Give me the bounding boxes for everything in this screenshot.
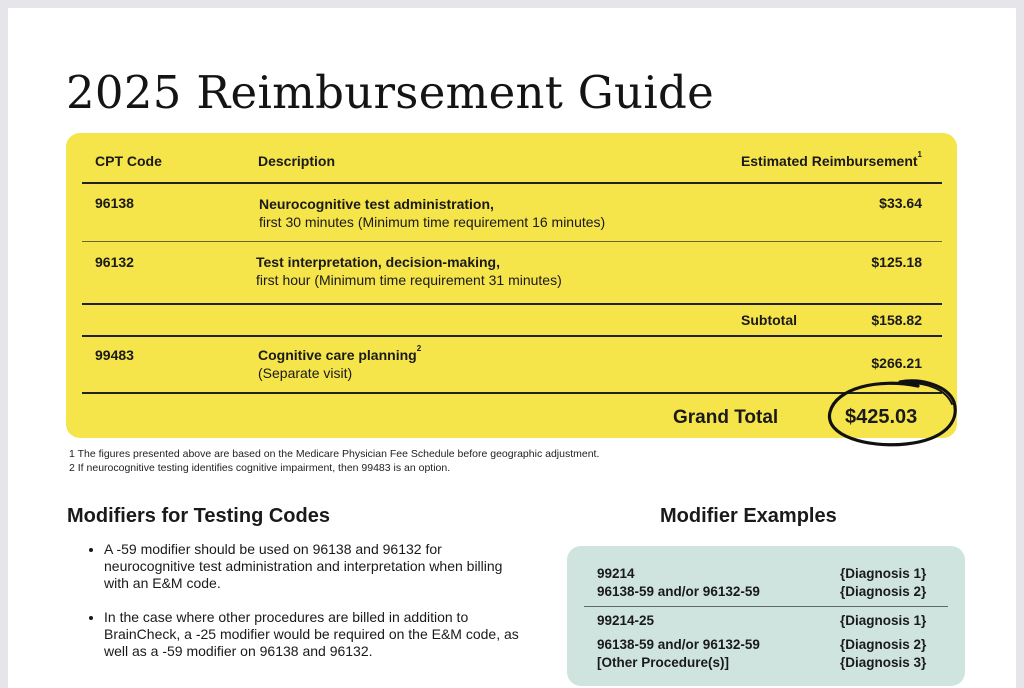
example-diagnosis: {Diagnosis 1}: [840, 566, 927, 581]
subtotal-label: Subtotal: [741, 312, 797, 328]
row-description-sub: first hour (Minimum time requirement 31 minutes): [256, 272, 562, 288]
grand-total-label: Grand Total: [673, 407, 779, 428]
subtotal-value: $158.82: [871, 312, 922, 328]
footnote-2: 2 If neurocognitive testing identifies cognitive impairment, then 99483 is an option.: [69, 462, 451, 474]
row-amount: $125.18: [871, 254, 922, 270]
header-reimbursement-label: Estimated Reimbursement: [740, 153, 918, 169]
grand-total-value: $425.03: [845, 406, 918, 428]
row-amount: $266.21: [871, 355, 922, 371]
modifiers-heading: Modifiers for Testing Codes: [67, 505, 330, 527]
row-description-main: Neurocognitive test administration,: [259, 196, 494, 212]
example-code: 96138-59 and/or 96132-59: [597, 637, 760, 652]
row-description-main-text: Cognitive care planning: [258, 347, 417, 363]
example-code: 96138-59 and/or 96132-59: [597, 584, 760, 599]
example-diagnosis: {Diagnosis 3}: [840, 655, 927, 670]
footnote-1: 1 The figures presented above are based on the Medicare Physician Fee Schedule before geographic adjustment.: [69, 448, 600, 460]
example-code: [Other Procedure(s)]: [597, 655, 730, 670]
row-description-sub: (Separate visit): [258, 365, 353, 381]
modifiers-list: [84, 541, 524, 677]
row-description-main: [258, 344, 422, 363]
row-description-sub: first 30 minutes (Minimum time requirement 16 minutes): [259, 214, 606, 230]
row-divider: [82, 241, 942, 242]
header-divider: [82, 182, 942, 184]
row-code: 99483: [95, 347, 134, 363]
row-amount: $33.64: [879, 195, 922, 211]
example-code: 99214-25: [597, 613, 655, 628]
row-code: 96132: [95, 254, 134, 270]
examples-divider: [584, 606, 948, 607]
header-description: Description: [258, 153, 336, 169]
header-cpt-code: CPT Code: [95, 153, 162, 169]
list-item: • In the case where other procedures are billed in addition to BrainCheck, a -25 modifier would be required on the E&M code, as well as a -59 modifier on 96138 and 96132.: [104, 609, 524, 660]
page-title: 2025 Reimbursement Guide: [66, 66, 715, 119]
modifier-examples-panel: [567, 546, 965, 686]
row-code: 96138: [95, 195, 134, 211]
grand-total-divider: [82, 392, 942, 394]
row-description-main: Test interpretation, decision-making,: [256, 254, 501, 270]
examples-heading: Modifier Examples: [660, 505, 837, 527]
list-item: • A -59 modifier should be used on 96138 and 96132 for neurocognitive test administration and interpretation when billing with an E&M code.: [104, 541, 524, 592]
example-diagnosis: {Diagnosis 1}: [840, 613, 927, 628]
hand-drawn-circle-icon: [818, 374, 963, 454]
subtotal-bottom-divider: [82, 335, 942, 337]
example-diagnosis: {Diagnosis 2}: [840, 584, 927, 599]
footnote-marker: 2: [416, 344, 422, 353]
header-estimated-reimbursement: [740, 150, 922, 169]
footnote-marker: 1: [917, 150, 922, 159]
example-diagnosis: {Diagnosis 2}: [840, 637, 927, 652]
example-code: 99214: [597, 566, 635, 581]
document-page: [8, 8, 1016, 688]
subtotal-divider: [82, 303, 942, 305]
